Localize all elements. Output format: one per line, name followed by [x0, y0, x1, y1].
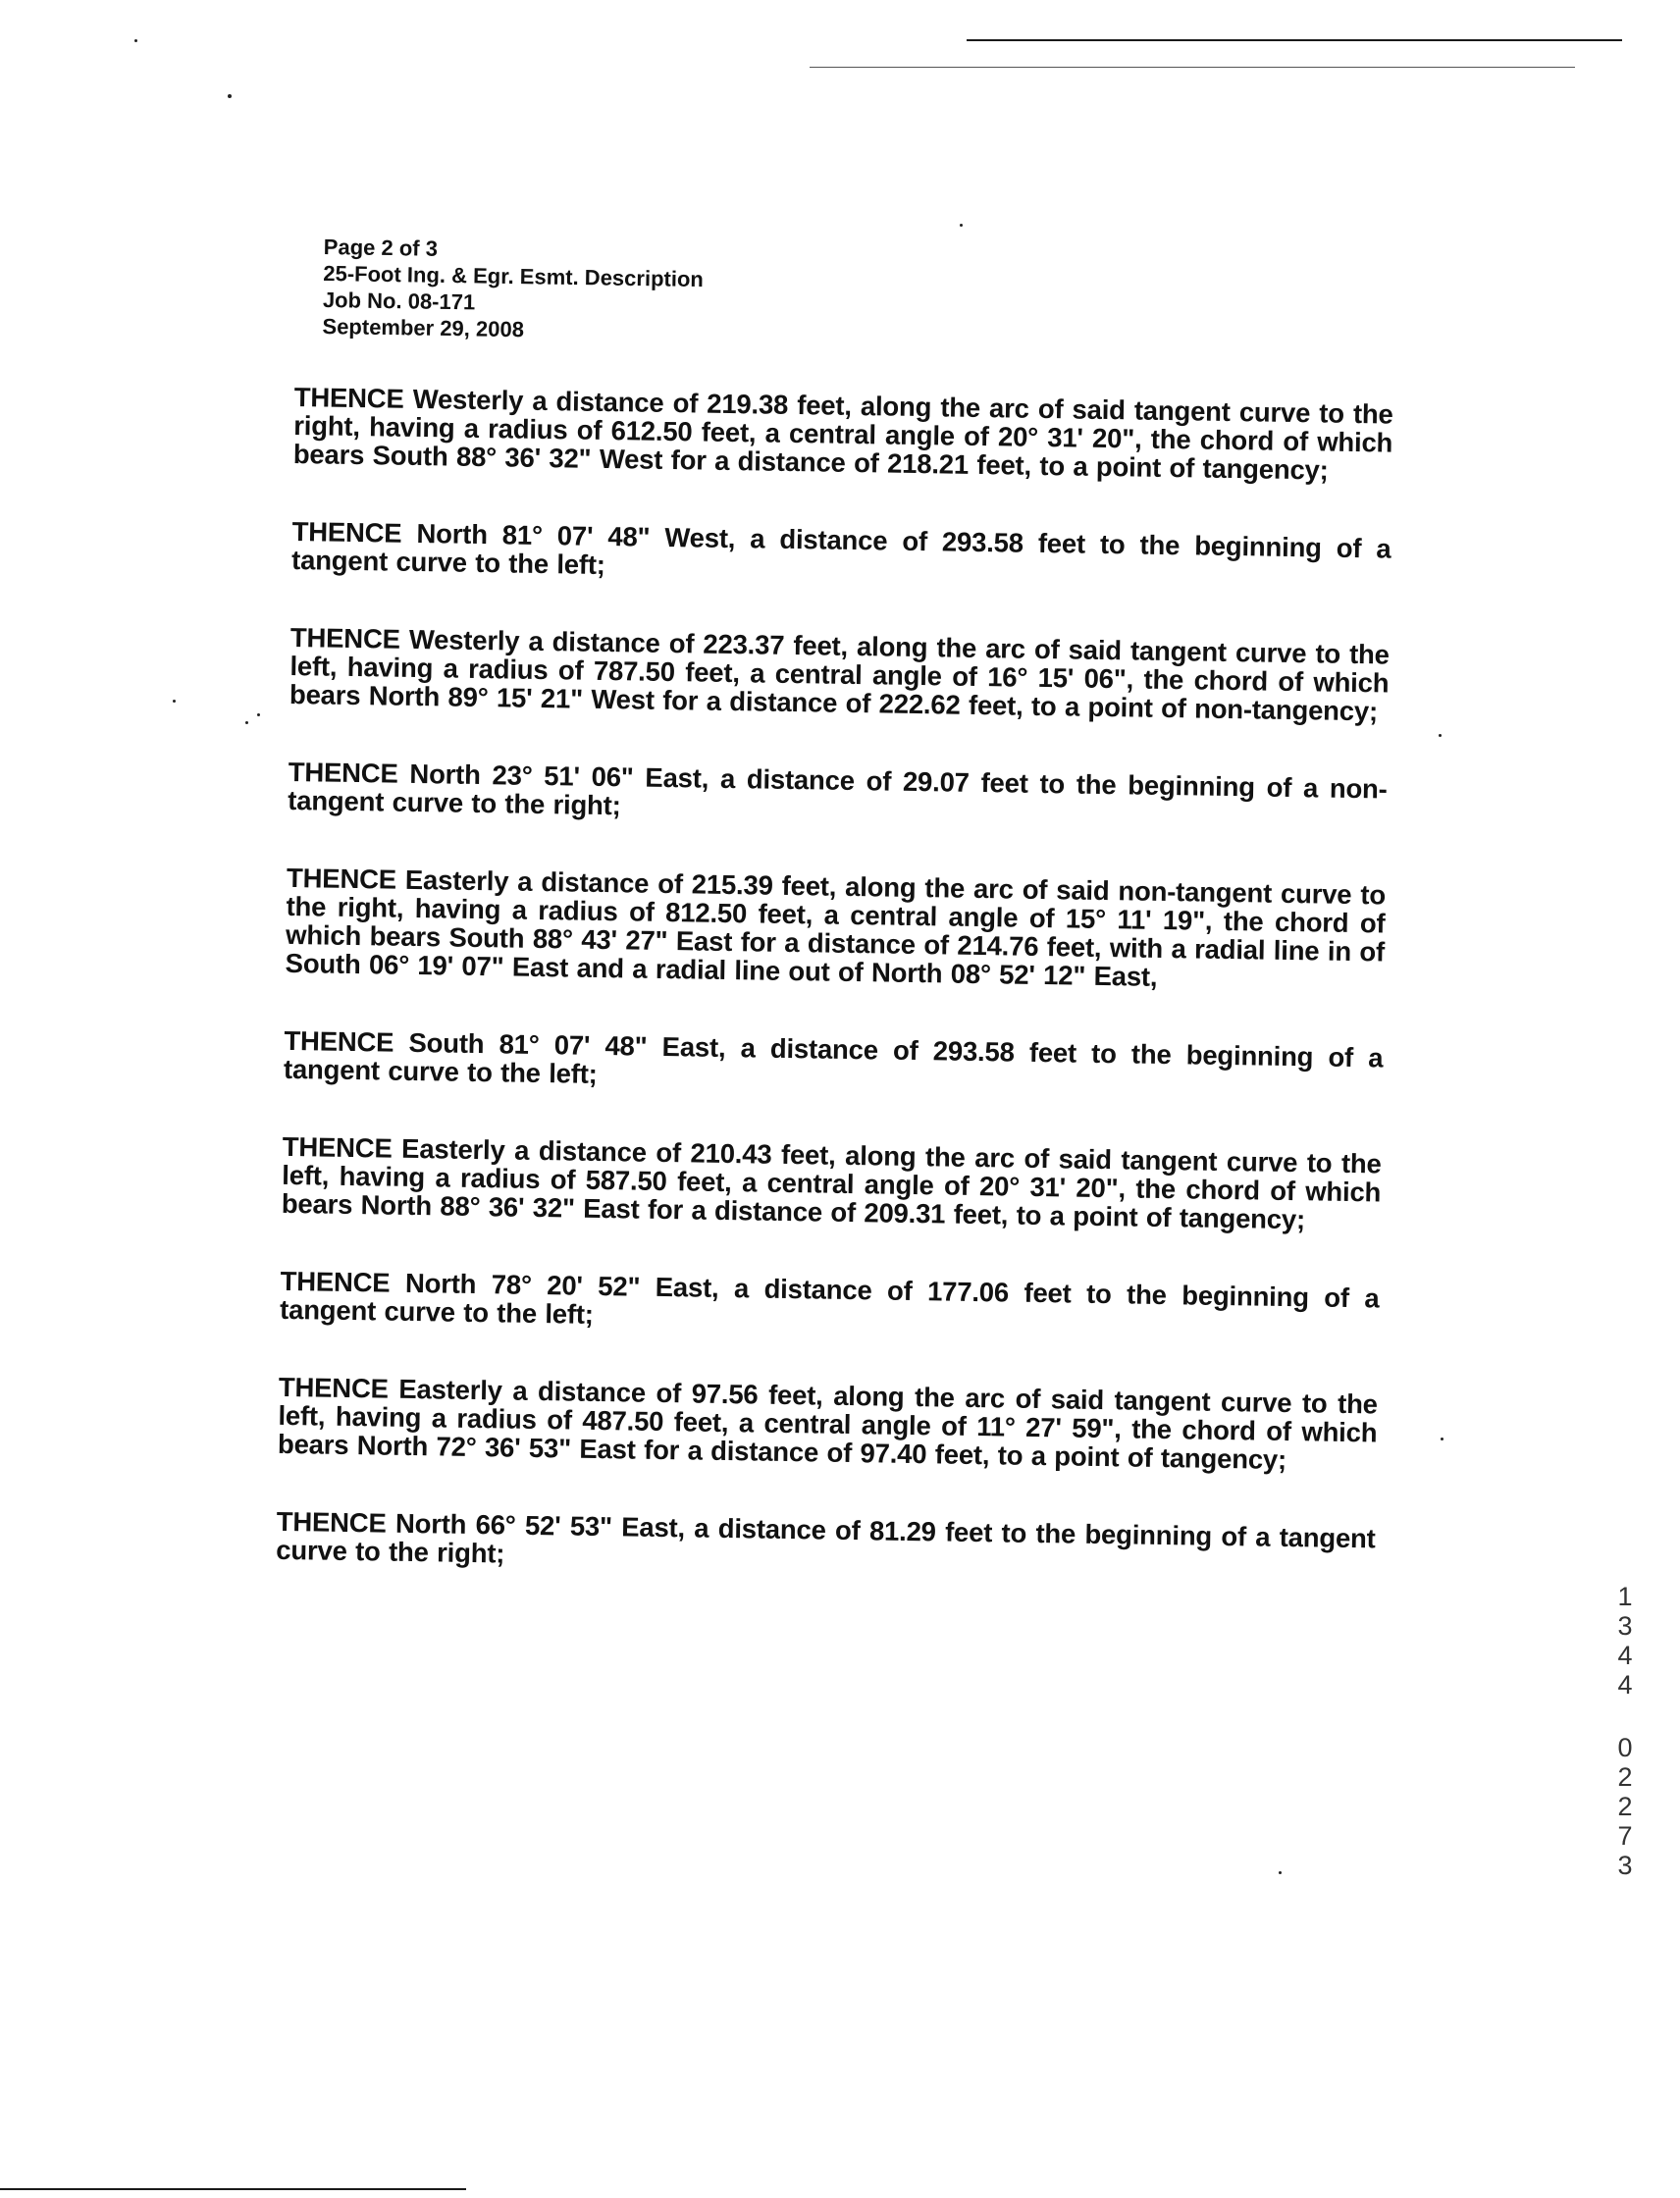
scan-line-second [810, 67, 1575, 68]
scan-speck [245, 721, 248, 724]
course-paragraph [280, 1267, 1380, 1341]
course-paragraph [289, 623, 1390, 726]
recording-digit: 4 [1617, 1670, 1633, 1700]
thence-keyword: THENCE [278, 1371, 390, 1404]
course-paragraph [291, 517, 1391, 592]
thence-keyword: THENCE [289, 621, 401, 654]
course-text: Easterly a distance of 215.39 feet, along the arc of said non-tangent curve to the right, having a radius of 812.50 feet, a central angle of 15° 11' 19", the chord of which bears South 88° 43' 27" East for a distance of 214.76 feet, with a radial line in of South 06° 19' 07" East and a radial line out of North 08° 52' 12" East, [285, 864, 1387, 992]
course-text: South 81° 07' 48" East, a distance of 293.58 feet to the beginning of a tangent curve to the left; [283, 1026, 1384, 1089]
scan-speck [134, 39, 137, 42]
recording-digit: 7 [1617, 1821, 1633, 1851]
recording-digit: 4 [1617, 1641, 1633, 1670]
recording-digit: 3 [1617, 1611, 1633, 1641]
thence-keyword: THENCE [288, 756, 398, 789]
job-number: Job No. 08-171 [322, 287, 476, 315]
course-text: Westerly a distance of 223.37 feet, along the arc of said tangent curve to the left, having a radius of 787.50 feet, a central angle of 16° 15' 06", the chord of which bears North 89° 15' 21" West for a distance of 222.62 feet, to a point of non-tangency; [289, 623, 1391, 727]
course-paragraph [288, 758, 1388, 832]
recording-gap [1615, 1700, 1635, 1733]
course-text: Westerly a distance of 219.38 feet, along the arc of said tangent curve to the right, having a radius of 612.50 feet, a central angle of 20° 31' 20", the chord of which bears South 88° 36' 32" West for a distance of 218.21 feet, to a point of tangency; [292, 383, 1393, 486]
course-paragraph [276, 1507, 1376, 1582]
scan-speck [1439, 734, 1442, 737]
recording-digit: 3 [1617, 1851, 1633, 1880]
scan-speck [228, 94, 232, 98]
course-text: Easterly a distance of 97.56 feet, along the arc of said tangent curve to the left, having a radius of 487.50 feet, a central angle of 11° 27' 59", the chord of which bears North 72° 36' 53" East for a distance of 97.40 feet, to a point of tangency; [277, 1373, 1379, 1476]
course-text: North 23° 51' 06" East, a distance of 29.07 feet to the beginning of a non-tangent curve to the right; [288, 758, 1388, 821]
recording-number [1615, 1582, 1635, 1880]
thence-keyword: THENCE [276, 1505, 387, 1539]
document-title: 25-Foot Ing. & Egr. Esmt. Description [323, 260, 705, 292]
scan-line-bottom [0, 2188, 466, 2190]
recording-digit: 1 [1617, 1582, 1633, 1611]
course-paragraph [282, 1132, 1382, 1235]
scan-speck [1279, 1871, 1282, 1874]
scan-speck [173, 700, 176, 703]
thence-keyword: THENCE [286, 862, 397, 895]
legal-description [275, 383, 1393, 1630]
course-paragraph [285, 864, 1386, 995]
recording-digit: 2 [1617, 1792, 1633, 1821]
course-text: Easterly a distance of 210.43 feet, along the arc of said tangent curve to the left, having a radius of 587.50 feet, a central angle of 20° 31' 20", the chord of which bears North 88° 36' 32" East for a distance of 209.31 feet, to a point of tangency; [281, 1132, 1382, 1235]
course-paragraph [284, 1026, 1384, 1101]
page-number: Page 2 of 3 [323, 234, 439, 261]
course-paragraph [293, 383, 1393, 486]
scan-speck [257, 713, 260, 716]
course-text: North 66° 52' 53" East, a distance of 81.29 feet to the beginning of a tangent curve to the right; [276, 1507, 1376, 1569]
recording-digit: 0 [1617, 1733, 1633, 1762]
document-header [322, 234, 834, 347]
document-date: September 29, 2008 [322, 313, 525, 342]
thence-keyword: THENCE [280, 1265, 391, 1298]
thence-keyword: THENCE [284, 1024, 394, 1058]
thence-keyword: THENCE [282, 1130, 393, 1164]
course-text: North 78° 20' 52" East, a distance of 177.06 feet to the beginning of a tangent curve to the left; [279, 1267, 1380, 1330]
course-paragraph [278, 1373, 1378, 1476]
recording-digit: 2 [1617, 1762, 1633, 1792]
scan-speck [1441, 1438, 1444, 1440]
course-text: North 81° 07' 48" West, a distance of 293.58 feet to the beginning of a tangent curve to the left; [290, 517, 1391, 580]
scan-line-top [967, 39, 1622, 41]
scan-speck [960, 224, 963, 227]
thence-keyword: THENCE [291, 515, 402, 549]
thence-keyword: THENCE [293, 382, 404, 414]
